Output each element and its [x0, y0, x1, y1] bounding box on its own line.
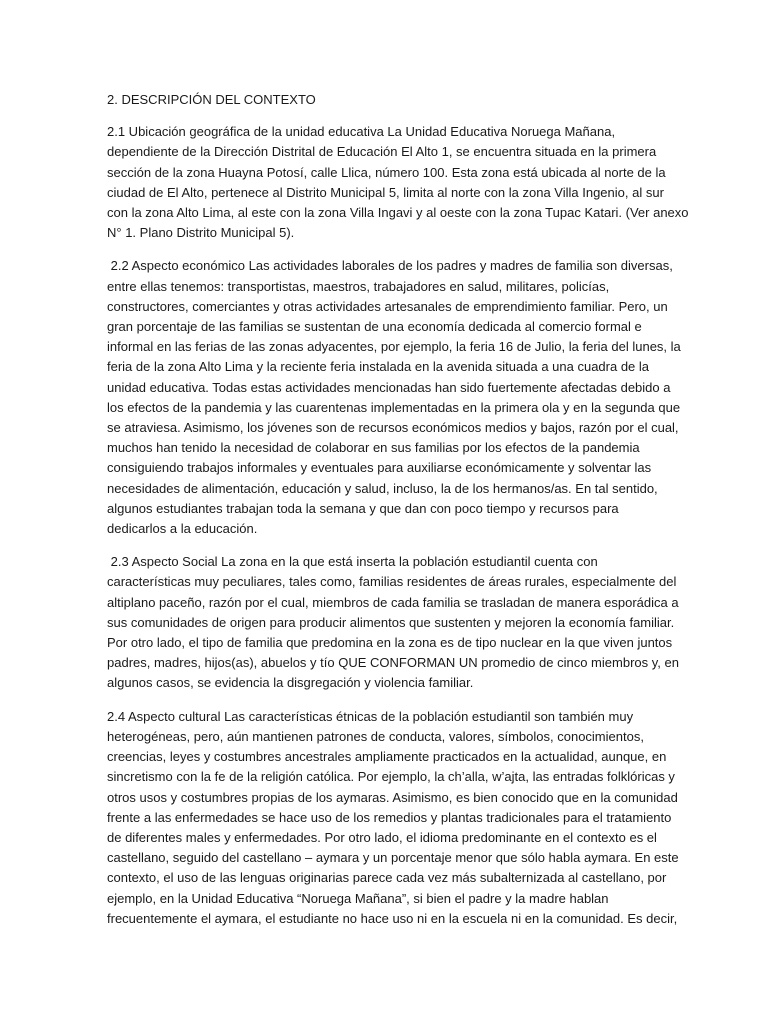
text-line: ejemplo, en la Unidad Educativa “Noruega Mañana”, si bien el padre y la madre hablan [107, 890, 609, 906]
text-line: 2.3 Aspecto Social La zona en la que está inserta la población estudiantil cuenta con [107, 554, 598, 570]
text-line: constructores, comerciantes y otras actividades artesanales de emprendimiento familiar. Pero, un [107, 298, 668, 314]
text-line: los efectos de la pandemia y las cuarentenas implementadas en la primera ola y en la segunda que [107, 399, 681, 415]
text-line: padres, madres, hijos(as), abuelos y tío QUE CONFORMAN UN promedio de cinco miembros y, en [107, 655, 679, 671]
text-line: dependiente de la Dirección Distrital de Educación El Alto 1, se encuentra situada en la primera [107, 144, 657, 160]
text-line: heterogéneas, pero, aún mantienen patrones de conducta, valores, símbolos, conocimientos, [107, 728, 644, 744]
text-line: sección de la zona Huayna Potosí, calle Llica, número 100. Esta zona está ubicada al norte de la [107, 164, 666, 180]
text-line: N° 1. Plano Distrito Municipal 5). [107, 225, 295, 241]
text-line: castellano, seguido del castellano – aymara y un porcentaje menor que sólo habla aymara. En este [107, 850, 679, 866]
text-line: 2.1 Ubicación geográfica de la unidad educativa La Unidad Educativa Noruega Mañana, [107, 124, 616, 140]
text-line: de diferentes males y enfermedades. Por otro lado, el idioma predominante en el contexto es el [107, 829, 657, 845]
text-line: frente a las enfermedades se hace uso de los remedios y plantas tradicionales para el tratamiento [107, 809, 672, 825]
text-line: con la zona Alto Lima, al este con la zona Villa Ingavi y al oeste con la zona Tupac Katari. (Ver anexo [107, 205, 689, 221]
text-line: se atraviesa. Asimismo, los jóvenes son de recursos económicos medios y bajos, razón por el cual, [107, 420, 679, 436]
text-line: gran porcentaje de las familias se sustentan de una economía dedicada al comercio formal e [107, 319, 642, 335]
text-line: frecuentemente el aymara, el estudiante no hace uso ni en la escuela ni en la comunidad. Es decir, [107, 910, 678, 926]
paragraph-ubicacion [107, 122, 689, 243]
text-line: sus comunidades de origen para producir alimentos que sustenten y mejoren la economía familiar. [107, 614, 675, 630]
paragraph-aspecto-social [107, 552, 679, 693]
text-line: altiplano paceño, razón por el cual, miembros de cada familia se trasladan de manera esporádica a [107, 594, 679, 610]
paragraph-aspecto-economico [107, 256, 681, 539]
text-line: 2.4 Aspecto cultural Las características étnicas de la población estudiantil son también muy [107, 708, 634, 724]
text-line: entre ellas tenemos: transportistas, maestros, trabajadores en salud, militares, policías, [107, 278, 610, 294]
text-line: características muy peculiares, tales como, familias residentes de áreas rurales, especialmente del [107, 574, 677, 590]
text-line: ciudad de El Alto, pertenece al Distrito Municipal 5, limita al norte con la zona Villa Ingenio, al sur [107, 184, 664, 200]
text-line: algunos casos, se evidencia la disgregación y violencia familiar. [107, 675, 474, 691]
text-line: otros usos y costumbres propias de los aymaras. Asimismo, es bien conocido que en la comunidad [107, 789, 678, 805]
text-line: informal en las ferias de las zonas adyacentes, por ejemplo, la feria 16 de Julio, la feria del lunes, la [107, 339, 681, 355]
text-line: creencias, leyes y costumbres ancestrales ampliamente practicados en la actualidad, aunque, en [107, 749, 667, 765]
text-line: feria de la zona Alto Lima y la reciente feria instalada en la avenida situada a una cuadra de la [107, 359, 650, 375]
text-line: sincretismo con la fe de la religión católica. Por ejemplo, la ch’alla, w’ajta, las entradas folklóricas y [107, 769, 675, 785]
text-line: algunos estudiantes trabajan toda la semana y que dan con poco tiempo y recursos para [107, 500, 619, 516]
text-line: dedicarlos a la educación. [107, 521, 258, 537]
text-line: unidad educativa. Todas estas actividades mencionadas han sido fuertemente afectadas debido a [107, 379, 671, 395]
text-line: consiguiendo trabajos informales y eventuales para auxiliarse económicamente y solventar las [107, 460, 652, 476]
document-body [107, 90, 689, 942]
text-line: muchos han tenido la necesidad de colaborar en sus familias por los efectos de la pandemia [107, 440, 640, 456]
text-line: contexto, el uso de las lenguas originarias parece cada vez más subalternizada al castellano, por [107, 870, 667, 886]
text-line: necesidades de alimentación, educación y salud, incluso, la de los hermanos/as. En tal sentido, [107, 480, 658, 496]
section-heading: 2. DESCRIPCIÓN DEL CONTEXTO [107, 92, 316, 107]
text-line: 2.2 Aspecto económico Las actividades laborales de los padres y madres de familia son diversas, [107, 258, 673, 274]
paragraph-aspecto-cultural [107, 707, 679, 929]
text-line: Por otro lado, el tipo de familia que predomina en la zona es de tipo nuclear en la que viven juntos [107, 635, 673, 651]
